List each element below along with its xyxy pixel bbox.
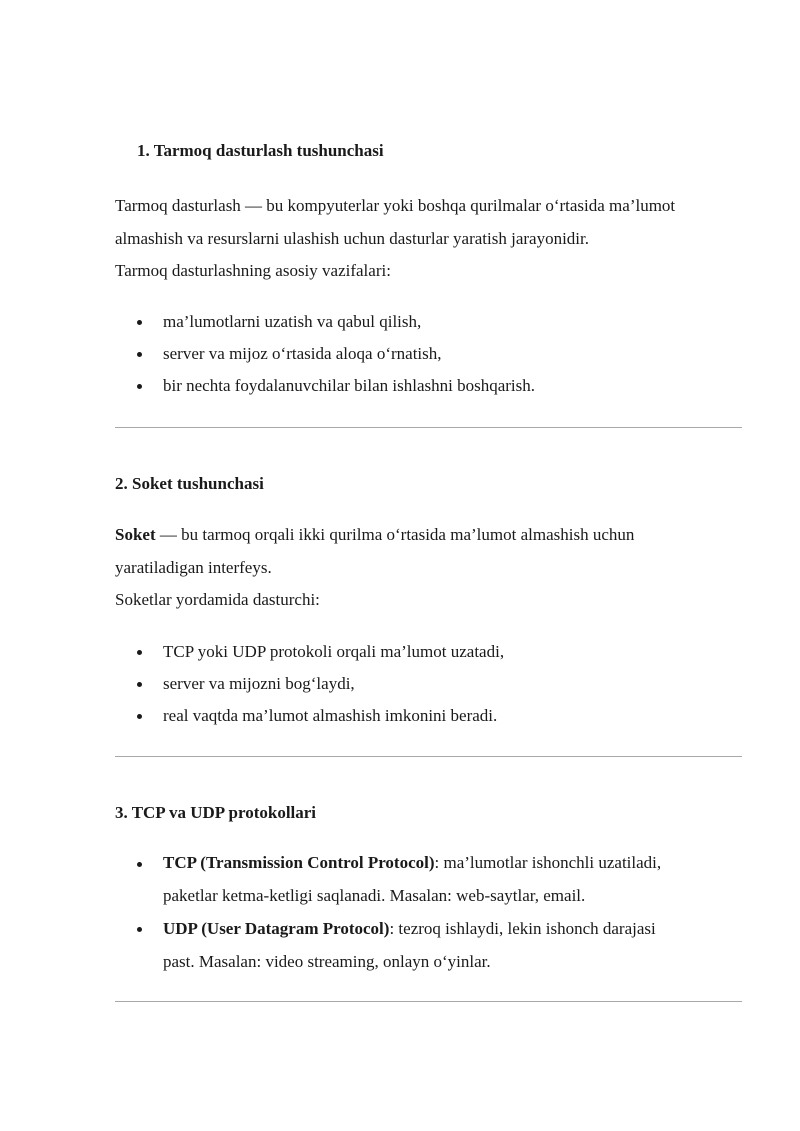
section-1-list-item: bir nechta foydalanuvchilar bilan ishlashni boshqarish. bbox=[163, 376, 536, 395]
bullet-icon bbox=[137, 650, 142, 655]
section-divider bbox=[115, 1001, 742, 1002]
section-2-list-item: server va mijozni bog‘laydi, bbox=[163, 674, 355, 693]
bullet-icon bbox=[137, 927, 142, 932]
section-1-list-item: server va mijoz o‘rtasida aloqa o‘rnatish, bbox=[163, 344, 442, 363]
bullet-icon bbox=[137, 384, 142, 389]
section-2-paragraph-line-3: Soketlar yordamida dasturchi: bbox=[115, 590, 320, 609]
udp-list-item-line-1 bbox=[163, 919, 656, 939]
section-2-heading: 2. Soket tushunchasi bbox=[115, 474, 264, 493]
bullet-icon bbox=[137, 352, 142, 357]
section-2-paragraph-line-2: yaratiladigan interfeys. bbox=[115, 558, 272, 577]
section-2-list-item: TCP yoki UDP protokoli orqali ma’lumot uzatadi, bbox=[163, 642, 505, 661]
udp-description: : tezroq ishlaydi, lekin ishonch darajasi bbox=[389, 919, 656, 938]
udp-term: UDP (User Datagram Protocol) bbox=[163, 919, 390, 938]
section-2-list-item: real vaqtda ma’lumot almashish imkonini beradi. bbox=[163, 706, 498, 725]
section-1-paragraph-line-3: Tarmoq dasturlashning asosiy vazifalari: bbox=[115, 261, 391, 280]
section-1-paragraph-line-2: almashish va resurslarni ulashish uchun dasturlar yaratish jarayonidir. bbox=[115, 229, 589, 248]
section-divider bbox=[115, 756, 742, 757]
section-divider bbox=[115, 427, 742, 428]
section-1-list-item: ma’lumotlarni uzatish va qabul qilish, bbox=[163, 312, 422, 331]
soket-term: Soket bbox=[115, 525, 156, 544]
tcp-description: : ma’lumotlar ishonchli uzatiladi, bbox=[434, 853, 662, 872]
section-3-heading: 3. TCP va UDP protokollari bbox=[115, 803, 317, 822]
section-1-paragraph-line-1: Tarmoq dasturlash — bu kompyuterlar yoki boshqa qurilmalar o‘rtasida ma’lumot bbox=[115, 196, 676, 215]
tcp-list-item-line-1 bbox=[163, 853, 661, 873]
bullet-icon bbox=[137, 682, 142, 687]
bullet-icon bbox=[137, 862, 142, 867]
tcp-list-item-line-2: paketlar ketma-ketligi saqlanadi. Masalan: web-saytlar, email. bbox=[163, 886, 586, 905]
bullet-icon bbox=[137, 714, 142, 719]
soket-definition: — bu tarmoq orqali ikki qurilma o‘rtasida ma’lumot almashish uchun bbox=[155, 525, 635, 544]
tcp-term: TCP (Transmission Control Protocol) bbox=[163, 853, 435, 872]
section-1-heading: 1. Tarmoq dasturlash tushunchasi bbox=[137, 141, 384, 160]
section-2-paragraph-line-1 bbox=[115, 525, 634, 545]
bullet-icon bbox=[137, 320, 142, 325]
udp-list-item-line-2: past. Masalan: video streaming, onlayn o‘yinlar. bbox=[163, 952, 491, 971]
